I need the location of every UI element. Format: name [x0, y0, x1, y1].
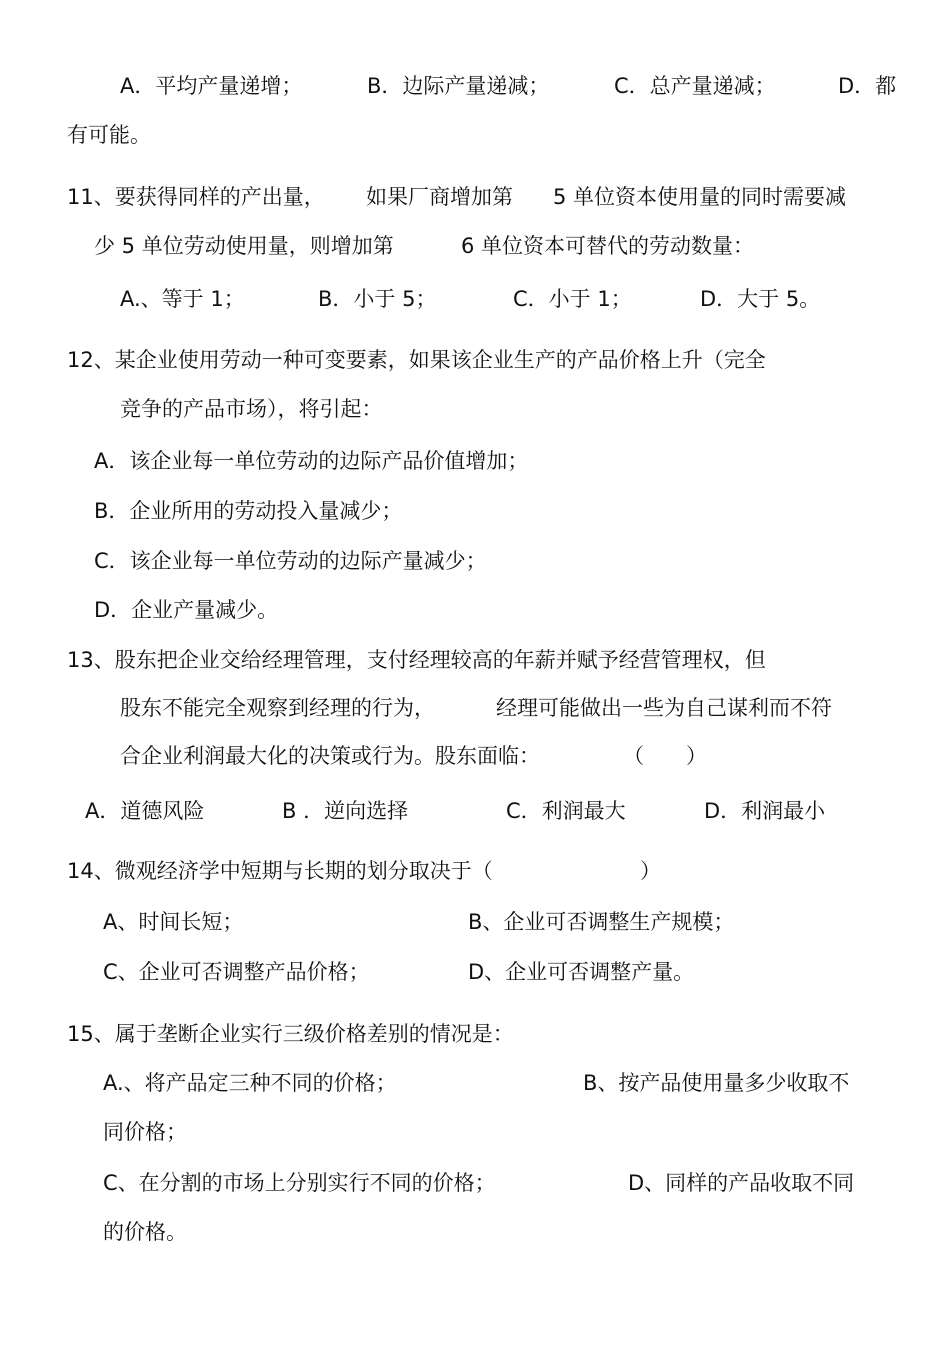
q15-option-b: B、按产品使用量多少收取不 — [583, 1071, 850, 1095]
q14-option-c: C、企业可否调整产品价格； — [103, 960, 370, 984]
q10-option-a: A．平均产量递增； — [120, 74, 303, 98]
q12-option-a: A．该企业每一单位劳动的边际产品价值增加； — [94, 449, 529, 473]
q15-line1: 15、属于垄断企业实行三级价格差别的情况是： — [67, 1022, 514, 1046]
q10-option-d: D．都 — [838, 74, 897, 98]
q13-line2-a: 股东不能完全观察到经理的行为， — [120, 696, 435, 720]
q10-option-d-cont: 有可能。 — [67, 123, 151, 147]
q12-option-b: B．企业所用的劳动投入量减少； — [94, 499, 403, 523]
q11-line2-a: 少 5 单位劳动使用量，则增加第 — [94, 234, 394, 258]
q11-line1-c: 5 单位资本使用量的同时需要减 — [553, 185, 847, 209]
q13-line2-b: 经理可能做出一些为自己谋利而不符 — [496, 696, 832, 720]
q11-line2-b: 6 单位资本可替代的劳动数量： — [461, 234, 755, 258]
q13-line3-a: 合企业利润最大化的决策或行为。股东面临： — [120, 744, 540, 768]
q12-option-d: D．企业产量减少。 — [94, 598, 279, 622]
q11-option-a: A.、等于 1； — [120, 287, 245, 311]
q13-option-a: A．道德风险 — [85, 799, 205, 823]
q13-option-c: C．利润最大 — [506, 799, 626, 823]
q15-option-d: D、同样的产品收取不同 — [628, 1171, 855, 1195]
q12-line2: 竞争的产品市场），将引起： — [120, 397, 383, 421]
q14-answer-paren-close: ） — [640, 859, 661, 883]
q11-line1-a: 11、要获得同样的产出量， — [67, 185, 325, 209]
q13-answer-paren-open: （ — [623, 744, 644, 768]
q10-option-c: C．总产量递减； — [614, 74, 776, 98]
q11-option-c: C．小于 1； — [513, 287, 632, 311]
q13-answer-paren-close: ） — [686, 744, 707, 768]
q15-option-c: C、在分割的市场上分别实行不同的价格； — [103, 1171, 496, 1195]
q10-option-b: B．边际产量递减； — [367, 74, 550, 98]
q13-line1: 13、股东把企业交给经理管理，支付经理较高的年薪并赋予经营管理权，但 — [67, 648, 766, 672]
q13-option-b: B ．逆向选择 — [282, 799, 409, 823]
q15-option-d-cont: 的价格。 — [103, 1220, 187, 1244]
q15-option-a: A.、将产品定三种不同的价格； — [103, 1071, 397, 1095]
q12-line1: 12、某企业使用劳动一种可变要素，如果该企业生产的产品价格上升（完全 — [67, 348, 766, 372]
q13-option-d: D．利润最小 — [704, 799, 826, 823]
q12-option-c: C．该企业每一单位劳动的边际产量减少； — [94, 549, 487, 573]
q14-option-b: B、企业可否调整生产规模； — [468, 910, 735, 934]
q14-line1: 14、微观经济学中短期与长期的划分取决于（ — [67, 859, 493, 883]
q14-option-a: A、时间长短； — [103, 910, 244, 934]
q14-option-d: D、企业可否调整产量。 — [468, 960, 695, 984]
q11-line1-b: 如果厂商增加第 — [366, 185, 513, 209]
q11-option-d: D．大于 5。 — [700, 287, 821, 311]
q11-option-b: B．小于 5； — [318, 287, 437, 311]
q15-option-b-cont: 同价格； — [103, 1120, 187, 1144]
